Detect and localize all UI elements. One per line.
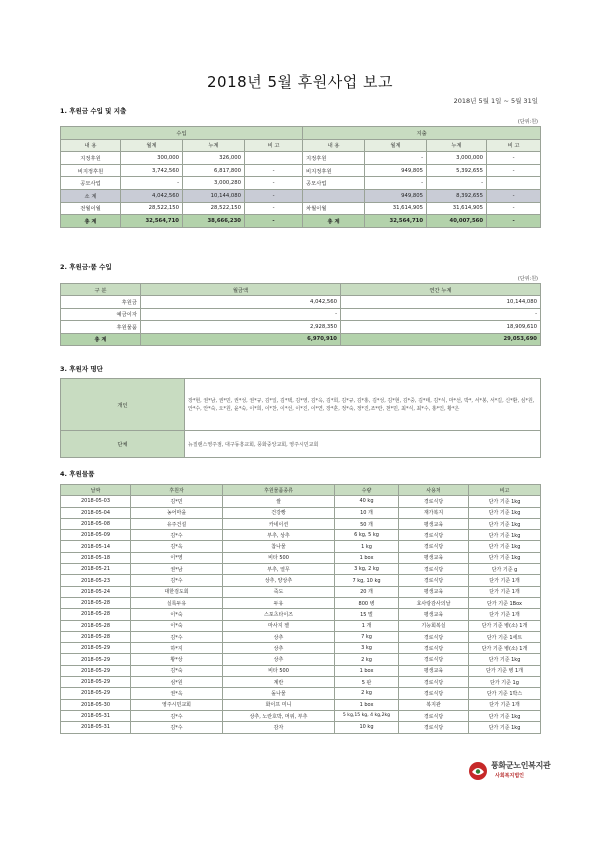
table-header-row [61,127,541,140]
table-row: 예금이자 - - [61,308,541,320]
section1-unit: (단위:원) [517,119,538,125]
table-row: 2018-05-14 김*옥 참나물 1 kg 경로식당 단가 기준 1kg [61,541,541,552]
table-row: 2018-05-31 김*수 감자 10 kg 경로식당 단가 기준 1kg [61,722,541,733]
table-row: 2018-05-28 실록두유 두유 800 병 효사랑감사의날 단가 기준 1Box [61,597,541,608]
report-period: 2018년 5월 1일 ~ 5월 31일 [453,97,538,105]
table-row: 2018-05-03 김*민 쌀 40 kg 경로식당 단가 기준 1kg [61,496,541,507]
table-row: 2018-05-24 대한검도회 죽도 20 개 평생교육 단가 기준 1개 [61,586,541,597]
table-row: 2018-05-28 이*숙 스포츠타이즈 15 벌 평생교육 단가 기준 1개 [61,609,541,620]
individual-donors-row [61,379,541,431]
stamp-name: 풍화군노인복지관 [491,761,551,770]
section4-heading: 4. 후원물품 [60,470,95,478]
table-row: 2018-05-09 김*수 부추, 상추 6 kg, 5 kg 경로식당 단가 기준 1kg [61,530,541,541]
donated-goods-table [60,484,541,734]
organization-logo-icon [466,760,490,782]
table-row: 2018-05-31 김*수 상추, 노란호박, 머위, 부추 5 kg,15 kg, 4 kg,2kg 경로식당 단가 기준 1kg [61,710,541,721]
table-row: 후원물품 2,928,350 18,909,610 [61,321,541,333]
table-row: 2018-05-29 심*원 계란 5 판 경로식당 단가 기준 1g [61,677,541,688]
group-names: 뉴질랜스영주점, 대구동흥교회, 풍화중앙교회, 영주시민교회 [185,431,541,458]
table-row: 2018-05-08 유주건설 카네이션 50 개 평생교육 단가 기준 1kg [61,518,541,529]
table-row: 2018-05-28 김*수 상추 7 kg 경로식당 단가 기준 1세트 [61,631,541,642]
expense-header: 지출 [303,127,541,140]
table-row: 2018-05-28 이*숙 마사지 젤 1 개 기능회복실 단가 기준 병(소) 1개 [61,620,541,631]
table-header-row: 구 분 월금액 연간 누계 [61,284,541,296]
table-row: 2018-05-21 권*남 부추, 열무 3 kg, 2 kg 경로식당 단가 기준 g [61,564,541,575]
table-row: 2018-05-23 김*수 상추, 양상추 7 kg, 10 kg 경로식당 단가 기준 1개 [61,575,541,586]
group-label: 단체 [61,431,185,458]
table-row: 지정후원 300,000 326,000 지정후원 - 3,000,000 - [61,152,541,165]
section1-heading: 1. 후원금 수입 및 지출 [60,107,127,115]
income-expense-table [60,126,541,228]
table-header-row: 내 용 월계 누계 비 고 내 용 월계 누계 비 고 [61,139,541,152]
stamp-sub: 사회복지법인 [495,773,524,779]
group-donors-row [61,431,541,458]
income-header: 수입 [61,127,303,140]
table-row: 2018-05-29 권*옥 돌나물 2 kg 경로식당 단가 기준 1박스 [61,688,541,699]
donor-list-table [60,378,541,458]
table-header-row: 날짜 후원자 후원물품종류 수량 사용처 비고 [61,485,541,496]
goods-table-body [61,496,541,733]
individual-label: 개인 [61,379,185,431]
subtotal-row: 소 계 4,042,560 10,144,080 - 949,805 8,392,655 - [61,189,541,202]
table-row: 2018-05-18 이*영 비타 500 1 box 평생교육 단가 기준 1kg [61,552,541,563]
table-row: 2018-05-04 농어마을 건강빵 10 개 재가복지 단가 기준 1kg [61,507,541,518]
table-row: 2018-05-29 황*상 상추 2 kg 경로식당 단가 기준 1kg [61,654,541,665]
table-row: 후원금 4,042,560 10,144,080 [61,296,541,308]
donation-income-table [60,283,541,346]
organization-stamp [466,760,566,782]
section2-unit: (단위:원) [517,276,538,282]
section2-heading: 2. 후원금·품 수입 [60,263,112,271]
page-title: 2018년 5월 후원사업 보고 [207,73,393,91]
individual-names: 장*현, 권*남, 권*민, 권*성, 권*규, 김*일, 김*택, 김*영, 김*옥, 김*희, 김*규, 김*홍, 김*성, 김*현, 김*중, 김*태, 김*식, 마*선, 박*, 서*봉, 서*길, 신*환, 심*원, 안*수, 안*숙, 오*원, 윤*숙, 이*희, 이*찬, 이*선, 이*진, 이*연, 장*훈, 정*숙, 정*진,조*란, 천*민, 최*식, 최*수, 홍*인, 황*은 [185,379,541,431]
table-row: 2018-05-29 하*지 상추 3 kg 경로식당 단가 기준 병(소) 1개 [61,643,541,654]
table-row: 2018-05-29 김*숙 비타 500 1 box 평생교육 단가 기준 병 1개 [61,665,541,676]
total-row: 총 계 6,970,910 29,053,690 [61,333,541,345]
carryover-row: 전월이월 28,522,150 28,522,150 - 차월이월 31,614,905 31,614,905 - [61,202,541,215]
section3-heading: 3. 후원자 명단 [60,365,103,373]
total-row: 총 계 32,564,710 38,666,230 - 총 계 32,564,710 40,007,560 - [61,215,541,228]
table-row: 비지정후원 3,742,560 6,817,800 - 비지정후원 949,805 5,392,655 - [61,164,541,177]
table-row: 2018-05-30 영주시민교회 화이프 미니 1 box 복지관 단가 기준 1개 [61,699,541,710]
table-row: 공모사업 - 3,000,280 - 공모사업 - - [61,177,541,190]
